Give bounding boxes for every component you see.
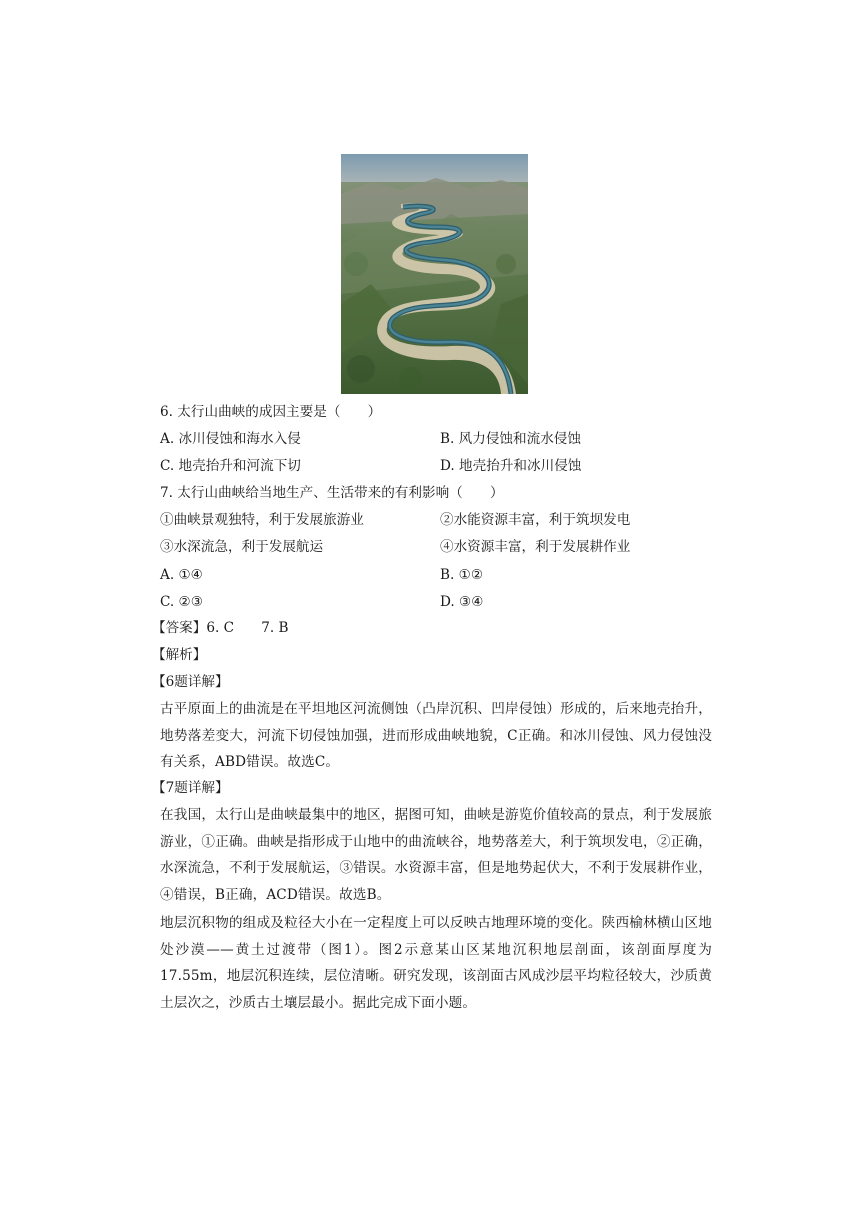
- detail-7-text: 在我国，太行山是曲峡最集中的地区，据图可知，曲峡是游览价值较高的景点，利于发展旅游业，①正确。曲峡是指形成于山地中的曲流峡谷，地势落差大，利于筑坝发电，②正确，水深流急，不利于发展航运，③错误。水资源丰富，但是地势起伏大，不利于发展耕作业，④错误，B正确，ACD错误。故选B。: [160, 807, 712, 903]
- question-7-stem: 7. 太行山曲峡给当地生产、生活带来的有利影响（ ）: [160, 485, 504, 501]
- question-7-statement-1: ①曲峡景观独特，利于发展旅游业: [160, 512, 364, 528]
- question-6-option-a: A. 冰川侵蚀和海水入侵: [160, 431, 301, 447]
- detail-6-heading: 【6题详解】: [152, 674, 229, 690]
- question-6-option-d: D. 地壳抬升和冰川侵蚀: [440, 458, 582, 474]
- answer-line: 【答案】6. C 7. B: [152, 620, 289, 636]
- intro-paragraph: 地层沉积物的组成及粒径大小在一定程度上可以反映古地理环境的变化。陕西榆林横山区地处沙漠——黄土过渡带（图1）。图2示意某山区某地沉积地层剖面，该剖面厚度为17.55m，地层沉积连续，层位清晰。研究发现，该剖面古风成沙层平均粒径较大，沙质黄土层次之，沙质古土壤层最小。据此完成下面小题。: [160, 915, 712, 1011]
- analysis-heading: 【解析】: [152, 647, 207, 663]
- question-7-statement-2: ②水能资源丰富，利于筑坝发电: [440, 512, 631, 528]
- question-6-option-b: B. 风力侵蚀和流水侵蚀: [440, 431, 581, 447]
- question-7-option-b: B. ①②: [440, 567, 484, 583]
- question-7-statement-4: ④水资源丰富，利于发展耕作业: [440, 539, 631, 555]
- question-7-option-d: D. ③④: [440, 594, 484, 610]
- taihang-canyon-meander-photo: [341, 154, 528, 394]
- question-6-stem: 6. 太行山曲峡的成因主要是（ ）: [160, 404, 382, 420]
- detail-7-heading: 【7题详解】: [152, 780, 229, 796]
- question-7-option-c: C. ②③: [160, 594, 203, 610]
- question-7-statement-3: ③水深流急，利于发展航运: [160, 539, 324, 555]
- question-6-option-c: C. 地壳抬升和河流下切: [160, 458, 301, 474]
- question-7-option-a: A. ①④: [160, 567, 203, 583]
- detail-6-text: 古平原面上的曲流是在平坦地区河流侧蚀（凸岸沉积、凹岸侵蚀）形成的，后来地壳抬升，地势落差变大，河流下切侵蚀加强，进而形成曲峡地貌，C正确。和冰川侵蚀、风力侵蚀没有关系，ABD错误。故选C。: [160, 701, 712, 771]
